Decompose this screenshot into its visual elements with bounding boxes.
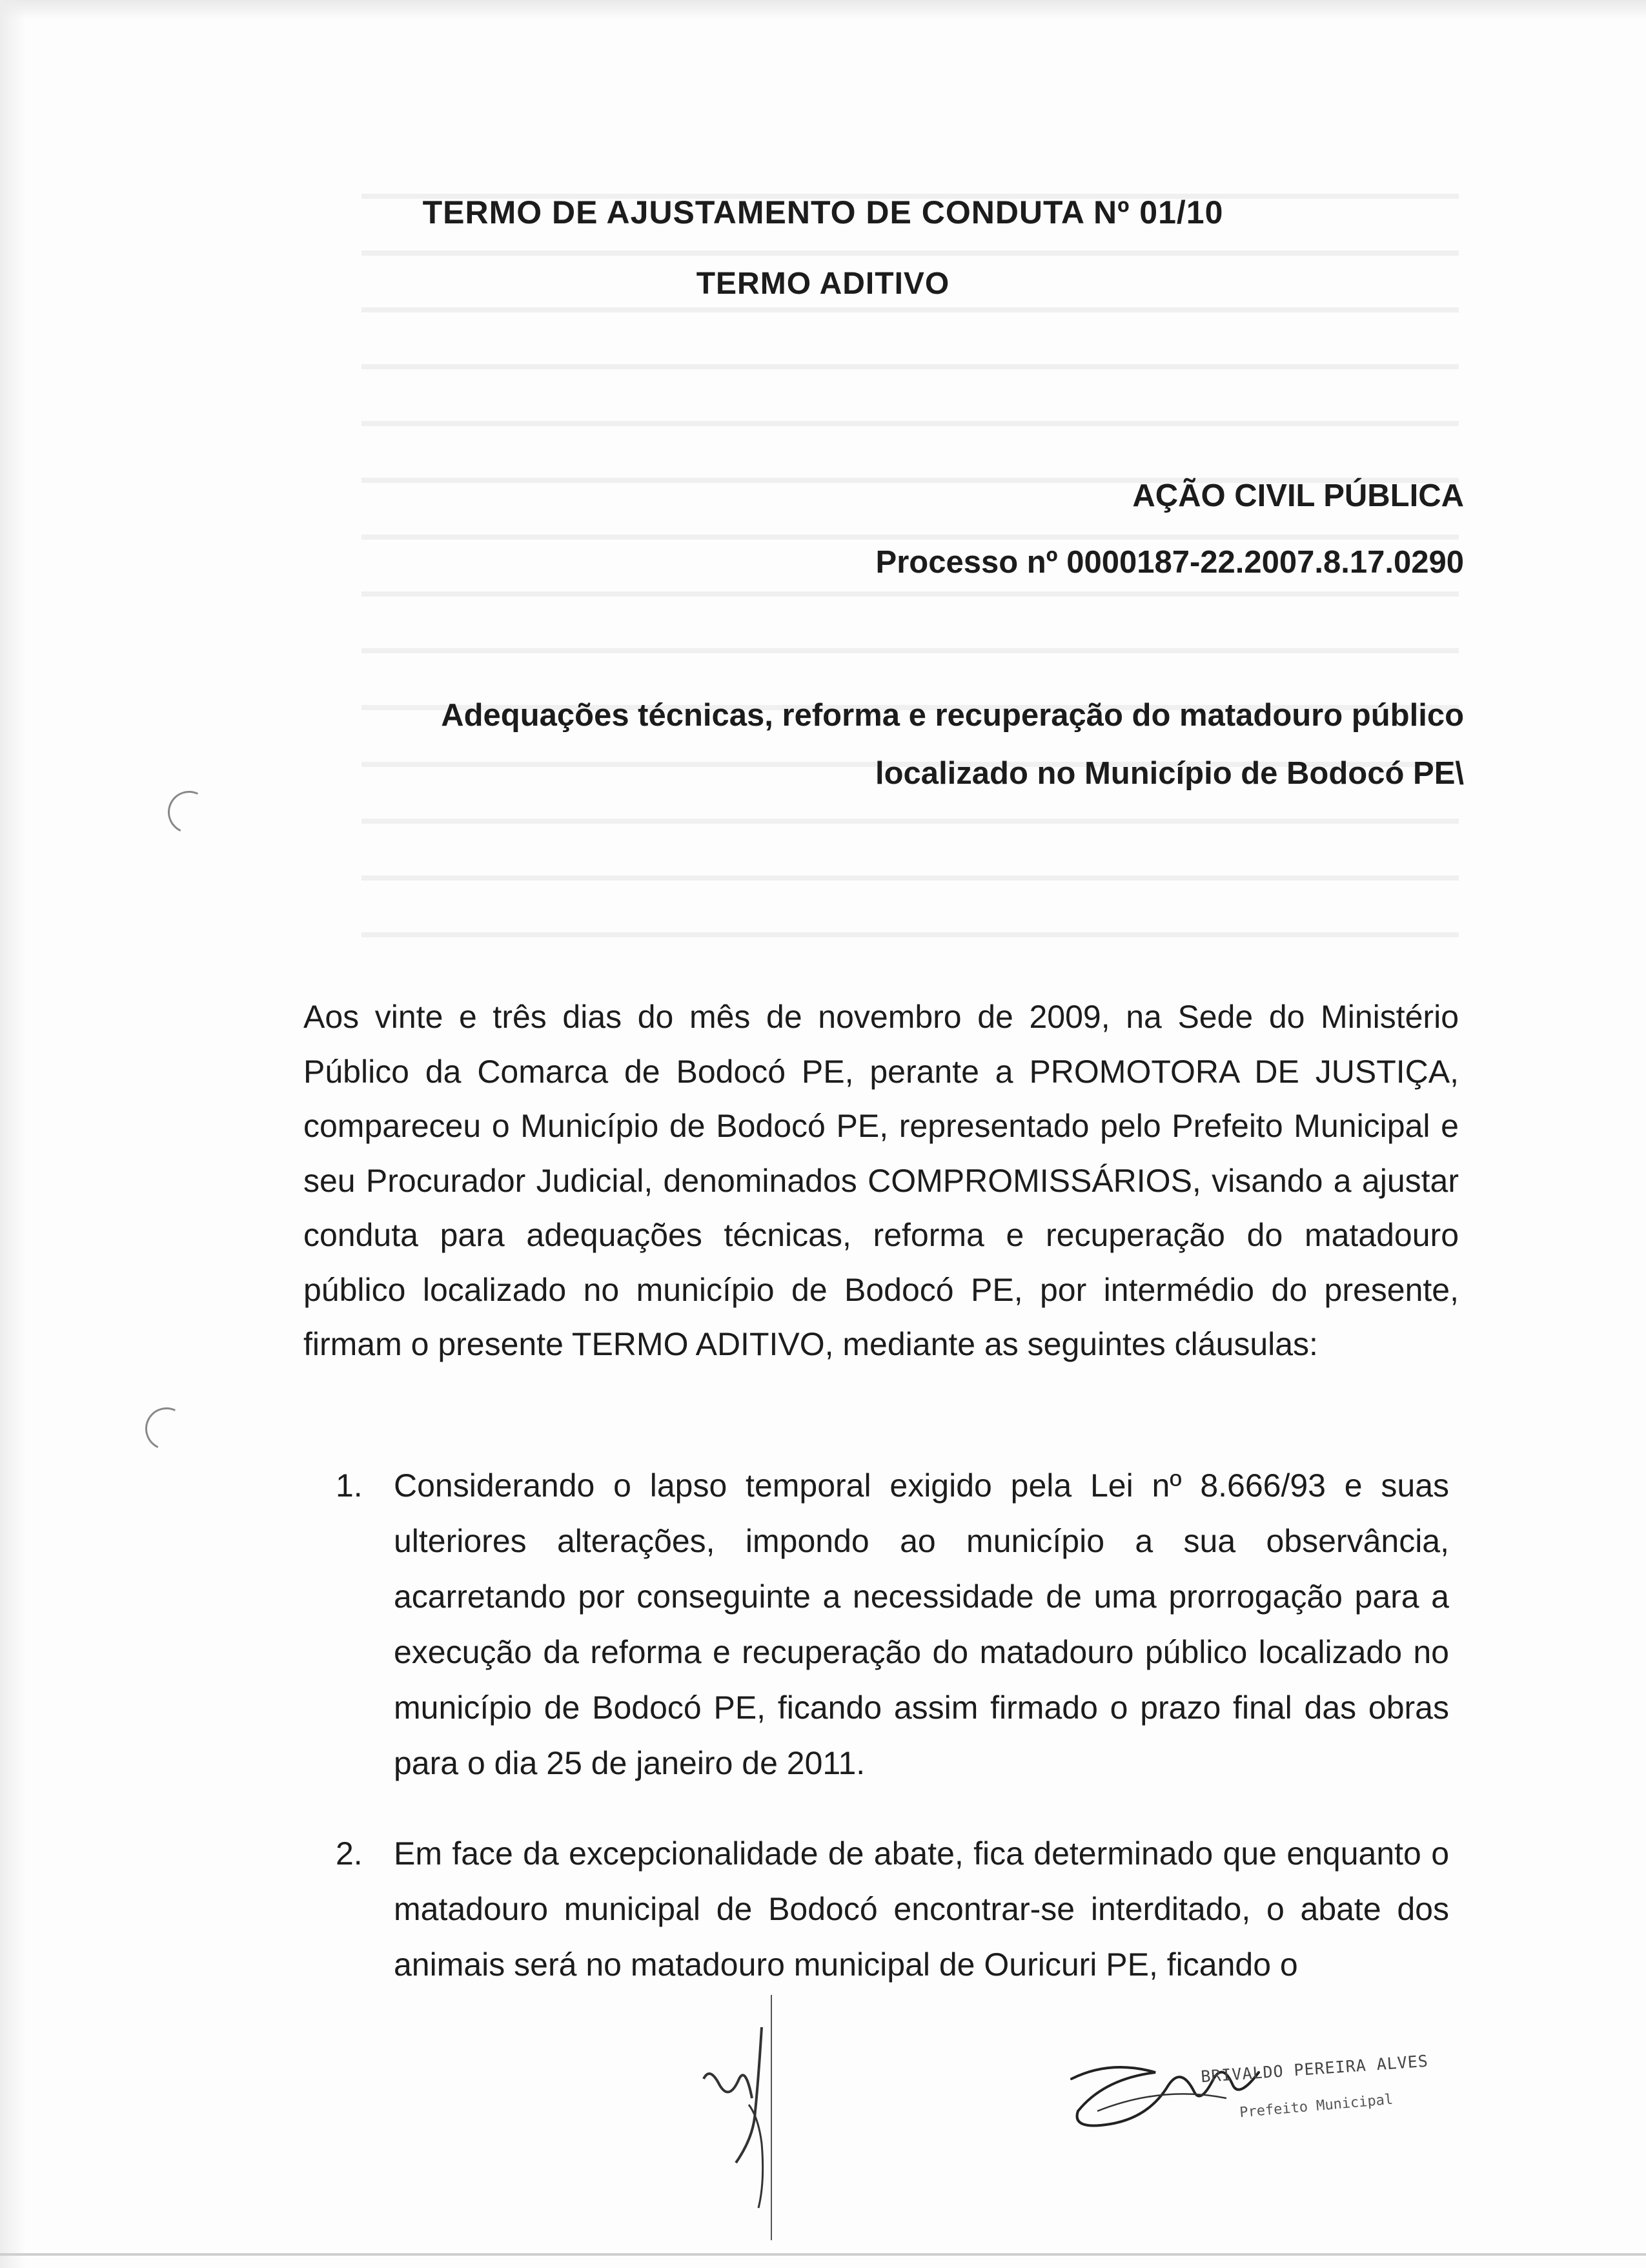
signature-name-stamp: BRIVALDO PEREIRA ALVES [1200,2051,1429,2087]
handwritten-initials [684,1988,813,2247]
document-subtitle: TERMO ADITIVO [696,267,950,301]
scan-left-edge [0,0,26,2268]
subject-line-1: Adequações técnicas, reforma e recuperação do matadouro público [441,698,1464,733]
intro-paragraph: Aos vinte e três dias do mês de novembro de 2009, na Sede do Ministério Público da Comarca de Bodocó PE, perante a PROMOTORA DE JUSTIÇA, compareceu o Município de Bodocó PE, representado pelo Prefeito Municipal e seu Procurador Judicial, denominados COMPROMISSÁRIOS, visando a ajustar conduta para adequações técnicas, reforma e recuperação do matadouro público localizado no município de Bodocó PE, por intermédio do presente, firmam o presente TERMO ADITIVO, mediante as seguintes cláusulas: [303,999,1459,1362]
case-type: AÇÃO CIVIL PÚBLICA [1132,478,1464,513]
clause-text: Em face da excepcionalidade de abate, fica determinado que enquanto o matadouro municipal de Bodocó encontrar-se interditado, o abate dos animais será no matadouro municipal de Ouricuri PE, ficando o [394,1835,1449,1983]
process-number: Processo nº 0000187-22.2007.8.17.0290 [875,545,1464,580]
punch-hole-mark [162,785,217,840]
handwritten-signature [1059,2034,1330,2150]
signature-block [1033,2034,1485,2240]
scan-top-edge [0,0,1646,19]
document-title: TERMO DE AJUSTAMENTO DE CONDUTA Nº 01/10 [422,194,1224,230]
scan-bottom-edge [0,2253,1646,2256]
subject-line-2: localizado no Município de Bodocó PE\ [875,756,1464,791]
signature-role-stamp: Prefeito Municipal [1239,2091,1394,2121]
clause-text: Considerando o lapso temporal exigido pela Lei nº 8.666/93 e suas ulteriores alterações, impondo ao município a sua observância, acarretando por conseguinte a necessidade de uma prorrogação para a execução da reforma e recuperação do matadouro público localizado no município de Bodocó PE, ficando assim firmado o prazo final das obras para o dia 25 de janeiro de 2011. [394,1467,1449,1781]
clause-number: 2. [336,1835,363,1872]
clause-number: 1. [336,1467,363,1504]
bleed-through-shadow [361,194,1459,968]
punch-hole-mark [139,1402,194,1456]
